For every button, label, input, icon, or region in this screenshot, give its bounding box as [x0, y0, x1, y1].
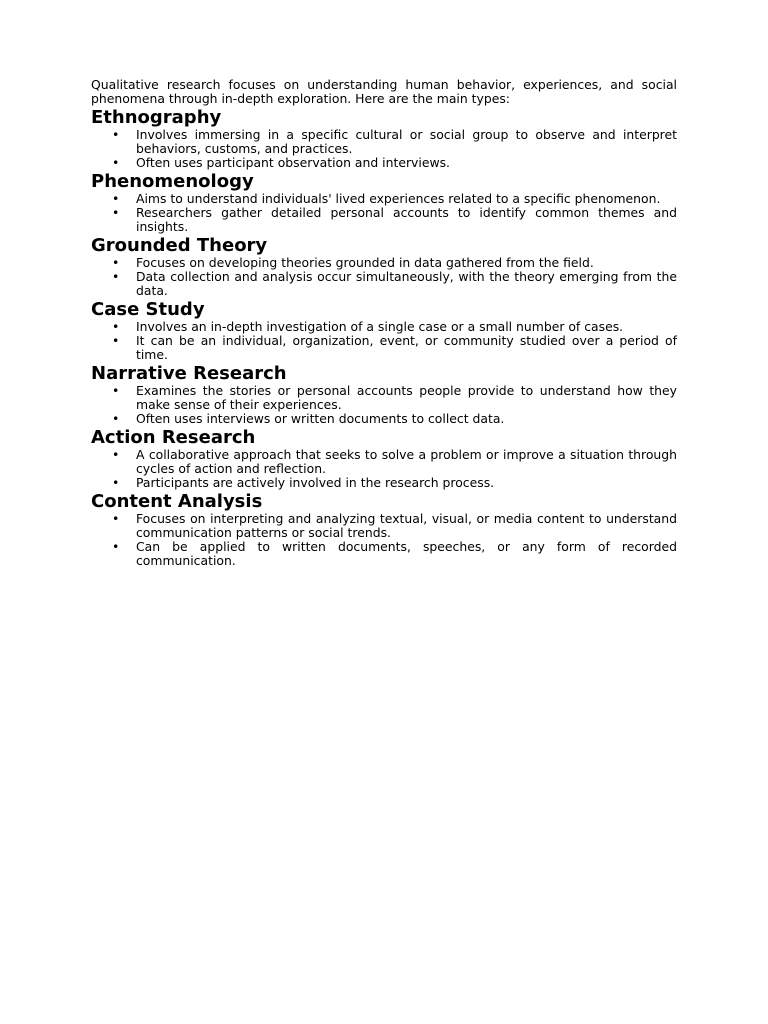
- section-heading: Action Research: [91, 427, 256, 448]
- list-item: [91, 540, 677, 568]
- bullet-list: [91, 384, 677, 426]
- bullet-icon: •: [112, 511, 120, 526]
- list-item-text: Often uses participant observation and interviews.: [136, 155, 450, 170]
- list-item: [91, 320, 677, 334]
- bullet-list: [91, 128, 677, 170]
- list-item-text: Examines the stories or personal accounts people provide to understand how they make sense of their experiences.: [136, 383, 677, 412]
- list-item: [91, 128, 677, 156]
- bullet-icon: •: [112, 447, 120, 462]
- list-item-text: Focuses on developing theories grounded in data gathered from the field.: [136, 255, 594, 270]
- list-item: [91, 206, 677, 234]
- list-item-text: Researchers gather detailed personal accounts to identify common themes and insights.: [136, 205, 677, 234]
- bullet-icon: •: [112, 383, 120, 398]
- list-item-text: Participants are actively involved in the research process.: [136, 475, 495, 490]
- bullet-icon: •: [112, 255, 120, 270]
- section-heading: Narrative Research: [91, 363, 287, 384]
- list-item: [91, 192, 677, 206]
- list-item-text: Data collection and analysis occur simultaneously, with the theory emerging from the data.: [136, 269, 677, 298]
- list-item-text: Can be applied to written documents, speeches, or any form of recorded communication.: [136, 539, 677, 568]
- section-heading: Grounded Theory: [91, 235, 268, 256]
- list-item: [91, 334, 677, 362]
- section-heading: Ethnography: [91, 107, 222, 128]
- bullet-list: [91, 192, 677, 234]
- document-page: [91, 78, 677, 568]
- section-heading: Content Analysis: [91, 491, 263, 512]
- bullet-icon: •: [112, 269, 120, 284]
- bullet-icon: •: [112, 411, 120, 426]
- list-item-text: Aims to understand individuals' lived experiences related to a specific phenomenon.: [136, 191, 661, 206]
- list-item: [91, 512, 677, 540]
- list-item: [91, 156, 677, 170]
- bullet-list: [91, 320, 677, 362]
- list-item: [91, 270, 677, 298]
- list-item: [91, 476, 677, 490]
- bullet-icon: •: [112, 475, 120, 490]
- bullet-icon: •: [112, 333, 120, 348]
- bullet-list: [91, 512, 677, 568]
- list-item: [91, 412, 677, 426]
- list-item-text: Focuses on interpreting and analyzing textual, visual, or media content to understand communication patterns or social trends.: [136, 511, 677, 540]
- section-heading: Case Study: [91, 299, 205, 320]
- bullet-icon: •: [112, 191, 120, 206]
- list-item-text: It can be an individual, organization, event, or community studied over a period of time.: [136, 333, 677, 362]
- list-item-text: A collaborative approach that seeks to solve a problem or improve a situation through cycles of action and reflection.: [136, 447, 677, 476]
- list-item: [91, 448, 677, 476]
- list-item: [91, 256, 677, 270]
- bullet-list: [91, 256, 677, 298]
- bullet-icon: •: [112, 155, 120, 170]
- intro-paragraph: Qualitative research focuses on understanding human behavior, experiences, and social phenomena through in-depth exploration. Here are the main types:: [91, 77, 677, 106]
- bullet-icon: •: [112, 319, 120, 334]
- bullet-list: [91, 448, 677, 490]
- list-item-text: Involves immersing in a specific cultural or social group to observe and interpret behaviors, customs, and practices.: [136, 127, 677, 156]
- bullet-icon: •: [112, 127, 120, 142]
- bullet-icon: •: [112, 205, 120, 220]
- list-item-text: Often uses interviews or written documents to collect data.: [136, 411, 505, 426]
- list-item: [91, 384, 677, 412]
- list-item-text: Involves an in-depth investigation of a single case or a small number of cases.: [136, 319, 624, 334]
- bullet-icon: •: [112, 539, 120, 554]
- sections-container: [91, 108, 677, 568]
- section-heading: Phenomenology: [91, 171, 254, 192]
